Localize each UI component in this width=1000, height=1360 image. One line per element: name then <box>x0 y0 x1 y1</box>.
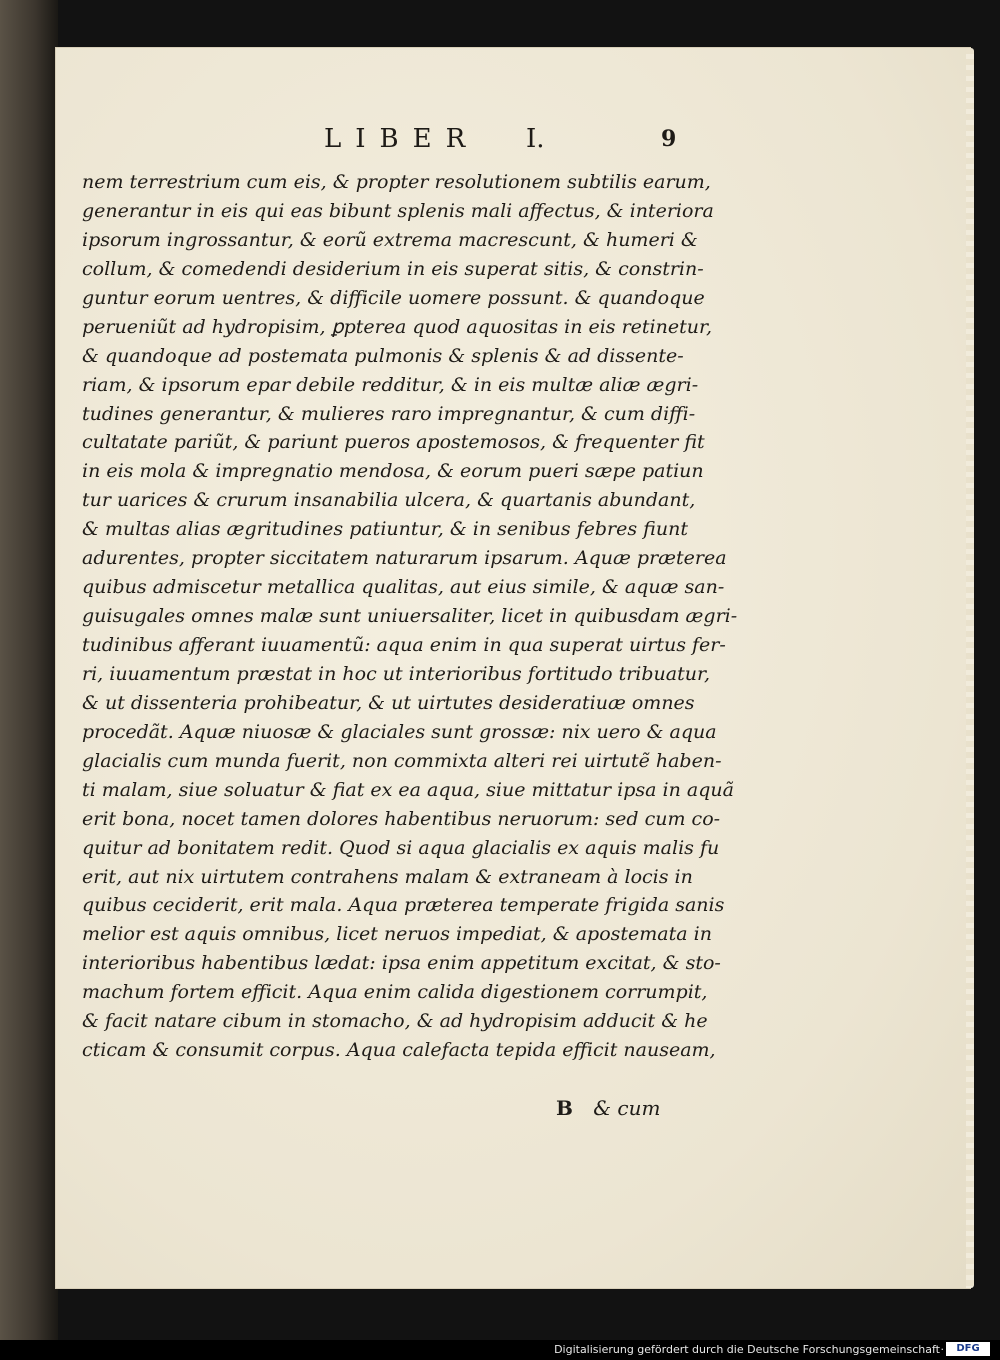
catchword-text: & cum <box>593 1096 661 1120</box>
text-line: cticam & consumit corpus. Aqua calefacta tepida efficit nauseam, <box>82 1039 716 1062</box>
catchword <box>556 1096 660 1120</box>
text-line: & ut dissenteria prohibeatur, & ut uirtutes desideratiuæ omnes <box>82 691 695 714</box>
page-edge <box>966 48 974 1288</box>
book-page <box>56 48 970 1288</box>
text-line: quibus admiscetur metallica qualitas, aut eius simile, & aquæ san- <box>82 576 725 599</box>
text-line: machum fortem efficit. Aqua enim calida digestionem corrumpit, <box>82 981 708 1004</box>
footer-bar <box>0 1340 1000 1360</box>
text-line: erit bona, nocet tamen dolores habentibus neruorum: sed cum co- <box>82 807 721 830</box>
text-line: perueniũt ad hydropisim, ꝑpterea quod aquositas in eis retinetur, <box>82 315 713 338</box>
text-line: generantur in eis qui eas bibunt splenis mali affectus, & interiora <box>82 199 714 222</box>
running-head <box>56 124 970 164</box>
text-line: guntur eorum uentres, & difficile uomere possunt. & quandoque <box>82 286 705 309</box>
text-line: adurentes, propter siccitatem naturarum ipsarum. Aquæ præterea <box>82 547 727 570</box>
text-line: glacialis cum munda fuerit, non commixta alteri rei uirtutẽ haben- <box>82 749 722 772</box>
text-line: quibus ceciderit, erit mala. Aqua præterea temperate frigida sanis <box>82 894 725 917</box>
text-line: & multas alias ægritudines patiuntur, & in senibus febres fiunt <box>82 518 688 541</box>
body-text <box>82 168 738 1065</box>
text-line: procedãt. Aquæ niuosæ & glaciales sunt grossæ: nix uero & aqua <box>82 720 717 743</box>
text-line: in eis mola & impregnatio mendosa, & eorum pueri sæpe patiun <box>82 460 704 483</box>
text-line: tudines generantur, & mulieres raro impregnantur, & cum diffi- <box>82 402 696 425</box>
footer-separator: · <box>940 1343 944 1356</box>
running-head-title: LIBER <box>324 124 480 154</box>
running-head-section: I. <box>526 124 545 154</box>
text-line: erit, aut nix uirtutem contrahens malam & extraneam à locis in <box>82 865 693 888</box>
adjacent-page-strip <box>0 0 58 1340</box>
signature-mark: B <box>556 1096 573 1120</box>
text-line: riam, & ipsorum epar debile redditur, & in eis multæ aliæ ægri- <box>82 373 699 396</box>
text-line: & facit natare cibum in stomacho, & ad hydropisim adducit & he <box>82 1010 708 1033</box>
text-line: cultatate pariũt, & pariunt pueros apostemosos, & frequenter fit <box>82 431 705 454</box>
folio-number: 9 <box>661 126 677 152</box>
dfg-logo: DFG <box>946 1342 990 1356</box>
text-line: quitur ad bonitatem redit. Quod si aqua glacialis ex aquis malis fu <box>82 836 720 859</box>
text-line: tudinibus afferant iuuamentũ: aqua enim in qua superat uirtus fer- <box>82 634 726 656</box>
text-line: ti malam, siue soluatur & fiat ex ea aqua, siue mittatur ipsa in aquã <box>82 778 734 801</box>
text-line: tur uarices & crurum insanabilia ulcera, & quartanis abundant, <box>82 489 696 512</box>
text-line: guisugales omnes malæ sunt uniuersaliter, licet in quibusdam ægri- <box>82 605 738 628</box>
text-line: collum, & comedendi desiderium in eis superat sitis, & constrin- <box>82 257 704 280</box>
funding-credit: Digitalisierung gefördert durch die Deutsche Forschungsgemeinschaft <box>554 1343 940 1356</box>
text-line: ipsorum ingrossantur, & eorũ extrema macrescunt, & humeri & <box>82 228 698 251</box>
text-line: melior est aquis omnibus, licet neruos impediat, & apostemata in <box>82 923 712 946</box>
text-line: ri, iuuamentum præstat in hoc ut interioribus fortitudo tribuatur, <box>82 662 711 685</box>
text-line: nem terrestrium cum eis, & propter resolutionem subtilis earum, <box>82 171 711 193</box>
text-line: & quandoque ad postemata pulmonis & splenis & ad dissente- <box>82 344 684 367</box>
text-line: interioribus habentibus lædat: ipsa enim appetitum excitat, & sto- <box>82 952 721 975</box>
